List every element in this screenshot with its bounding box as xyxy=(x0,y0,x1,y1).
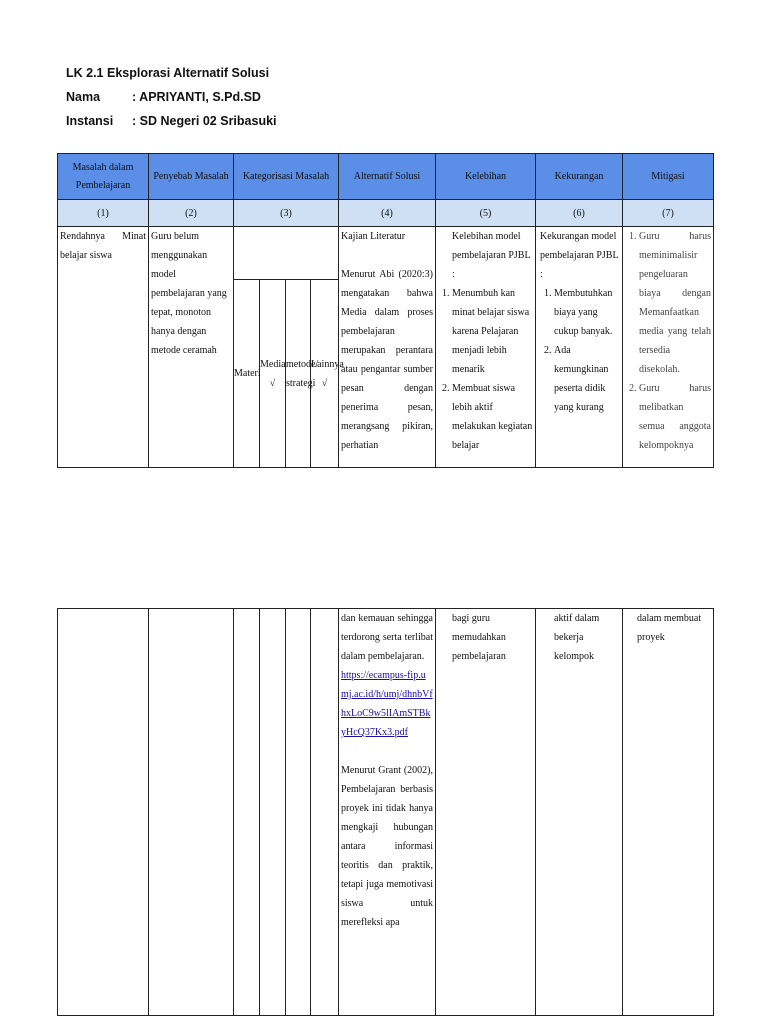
list-item: 1. Membutuhkan biaya yang cukup banyak. xyxy=(554,284,620,341)
cell-solusi xyxy=(339,227,436,468)
cell-kategori-empty xyxy=(260,609,286,1016)
cell-kategori-empty xyxy=(286,609,311,1016)
doc-title: LK 2.1 Eksplorasi Alternatif Solusi xyxy=(66,66,270,80)
table-row xyxy=(58,227,714,280)
solusi-text-cont: dan kemauan sehingga terdorong serta terlibat dalam pembelajaran. xyxy=(341,613,433,662)
kelebihan-list xyxy=(436,284,533,455)
cell-penyebab: Guru belum menggunakan model pembelajaran yang tepat, monoton hanya dengan metode ceramah xyxy=(149,227,234,468)
cell-kategori-empty xyxy=(311,609,339,1016)
list-item: 2. Membuat siswa lebih aktif melakukan kegiatan belajar xyxy=(452,379,533,455)
kategori-lainnya: Lainnya √ xyxy=(311,280,339,468)
header-kategori: Kategorisasi Masalah xyxy=(234,154,339,200)
header-penyebab: Penyebab Masalah xyxy=(149,154,234,200)
kekurangan-title: Kekurangan model pembelajaran PJBL : xyxy=(540,231,619,280)
col-number: (2) xyxy=(149,200,234,227)
solution-table-continued xyxy=(57,608,714,1016)
cell-kekurangan-cont: aktif dalam bekerja kelompok xyxy=(536,609,623,1016)
cell-penyebab-empty xyxy=(149,609,234,1016)
kelebihan-title: Kelebihan model pembelajaran PJBL : xyxy=(452,231,531,280)
cell-kelebihan-cont: bagi guru memudahkan pembelajaran xyxy=(436,609,536,1016)
nama-label: Nama xyxy=(66,90,101,104)
solusi-text-grant: Menurut Grant (2002), Pembelajaran berbasis proyek ini tidak hanya mengkaji hubungan antara informasi teoritis dan praktik, tetapi juga memotivasi siswa untuk merefleksi apa xyxy=(341,765,433,928)
col-number: (3) xyxy=(234,200,339,227)
col-number: (5) xyxy=(436,200,536,227)
number-row xyxy=(58,200,714,227)
solusi-title: Kajian Literatur xyxy=(341,231,406,242)
header-kekurangan: Kekurangan xyxy=(536,154,623,200)
cell-masalah-empty xyxy=(58,609,149,1016)
cell-solusi-cont xyxy=(339,609,436,1016)
solusi-text: Menurut Abi (2020:3) mengatakan bahwa Media dalam proses pembelajaran merupakan perantara atau pengantar sumber pesan dengan penerima pesan, merangsang pikiran, perhatian xyxy=(341,269,433,451)
kekurangan-list xyxy=(540,284,620,417)
instansi-line xyxy=(66,114,277,128)
col-number: (6) xyxy=(536,200,623,227)
col-number: (1) xyxy=(58,200,149,227)
header-row xyxy=(58,154,714,200)
cell-kategori-top xyxy=(234,227,339,280)
col-number: (7) xyxy=(623,200,714,227)
list-item: 1. Guru harus meminimalisir pengeluaran biaya dengan Memanfaatkan media yang telah tersedia disekolah. xyxy=(639,227,711,379)
cell-kekurangan xyxy=(536,227,623,468)
kategori-metode: metode/ strategi xyxy=(286,280,311,468)
header-mitigasi: Mitigasi xyxy=(623,154,714,200)
header-solusi: Alternatif Solusi xyxy=(339,154,436,200)
solution-table xyxy=(57,153,714,468)
kategori-media: Media √ xyxy=(260,280,286,468)
nama-line xyxy=(66,90,261,104)
list-item: 1. Menumbuh kan minat belajar siswa karena Pelajaran menjadi lebih menarik xyxy=(452,284,533,379)
cell-kelebihan xyxy=(436,227,536,468)
kategori-materi: Materi xyxy=(234,280,260,468)
header-kelebihan: Kelebihan xyxy=(436,154,536,200)
cell-mitigasi xyxy=(623,227,714,468)
table-row xyxy=(58,609,714,1016)
col-number: (4) xyxy=(339,200,436,227)
header-masalah: Masalah dalam Pembelajaran xyxy=(58,154,149,200)
cell-mitigasi-cont: dalam membuat proyek xyxy=(623,609,714,1016)
cell-masalah: Rendahnya Minat belajar siswa xyxy=(58,227,149,468)
reference-link[interactable]: https://ecampus-fip.umj.ac.id/h/umj/dhnbVfhxLoC9w5lIAmSTBkyHcQ37Kx3.pdf xyxy=(341,670,433,738)
list-item: 2. Guru harus melibatkan semua anggota kelompoknya xyxy=(639,379,711,455)
cell-kategori-empty xyxy=(234,609,260,1016)
list-item: 2. Ada kemungkinan peserta didik yang kurang xyxy=(554,341,620,417)
instansi-value: : SD Negeri 02 Sribasuki xyxy=(132,114,277,128)
nama-value: : APRIYANTI, S.Pd.SD xyxy=(132,90,261,104)
mitigasi-list xyxy=(625,227,711,455)
instansi-label: Instansi xyxy=(66,114,114,128)
